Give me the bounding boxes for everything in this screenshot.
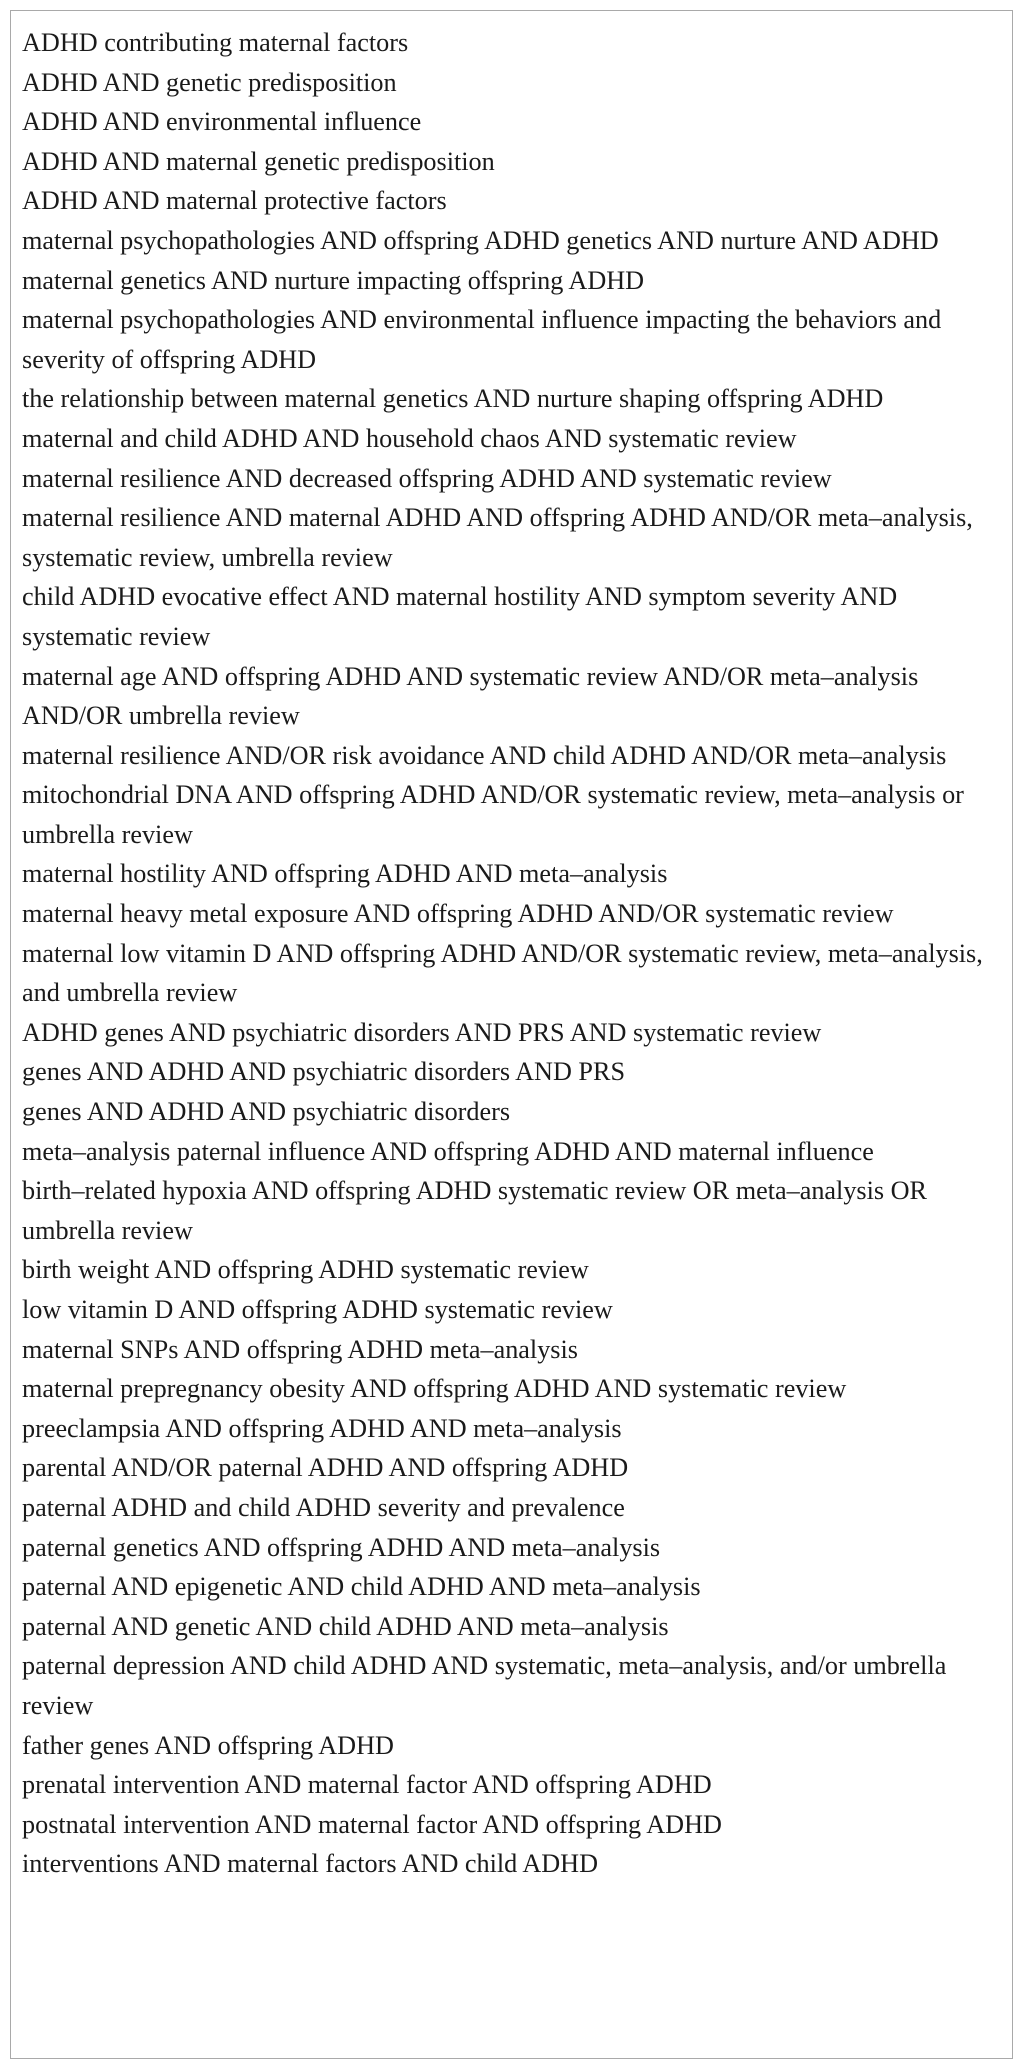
search-term: ADHD contributing maternal factors xyxy=(22,28,409,57)
search-term: maternal psychopathologies AND offspring ADHD genetics AND nurture AND ADHD xyxy=(22,225,939,255)
search-term: low vitamin D AND offspring ADHD systematic review xyxy=(22,1295,613,1324)
search-term: the relationship between maternal genetics AND nurture shaping offspring ADHD xyxy=(22,384,884,414)
search-term: interventions AND maternal factors AND child ADHD xyxy=(22,1849,599,1879)
search-term: maternal resilience AND/OR risk avoidance AND child ADHD AND/OR meta–analysis xyxy=(22,740,947,770)
search-term: paternal genetics AND offspring ADHD AND meta–analysis xyxy=(22,1532,661,1562)
search-term: maternal genetics AND nurture impacting offspring ADHD xyxy=(22,265,645,295)
search-term: meta–analysis paternal influence AND offspring ADHD AND maternal influence xyxy=(22,1136,874,1166)
search-term: maternal prepregnancy obesity AND offspring ADHD AND systematic review xyxy=(22,1374,847,1404)
search-term: paternal depression AND child ADHD AND systematic, meta–analysis, and/or umbrella review xyxy=(22,1651,947,1720)
search-term: child ADHD evocative effect AND maternal hostility AND symptom severity AND systematic review xyxy=(22,582,898,651)
search-terms-list xyxy=(22,23,992,1884)
search-term: prenatal intervention AND maternal factor AND offspring ADHD xyxy=(22,1770,712,1800)
search-term: maternal resilience AND maternal ADHD AND offspring ADHD AND/OR meta–analysis, systematic review, umbrella review xyxy=(22,503,973,572)
search-term: mitochondrial DNA AND offspring ADHD AND/OR systematic review, meta–analysis or umbrella review xyxy=(22,780,964,849)
search-term: ADHD genes AND psychiatric disorders AND PRS AND systematic review xyxy=(22,1017,822,1047)
search-term: birth–related hypoxia AND offspring ADHD systematic review OR meta–analysis OR umbrella review xyxy=(22,1176,928,1245)
search-term: maternal SNPs AND offspring ADHD meta–analysis xyxy=(22,1334,578,1364)
search-term: maternal resilience AND decreased offspring ADHD AND systematic review xyxy=(22,463,832,493)
search-term: genes AND ADHD AND psychiatric disorders xyxy=(22,1097,511,1127)
search-term: maternal and child ADHD AND household chaos AND systematic review xyxy=(22,423,797,453)
search-term: ADHD AND maternal protective factors xyxy=(22,186,447,216)
search-term: ADHD AND maternal genetic predisposition xyxy=(22,146,495,176)
search-term: birth weight AND offspring ADHD systematic review xyxy=(22,1255,589,1285)
search-term: genes AND ADHD AND psychiatric disorders AND PRS xyxy=(22,1057,626,1087)
search-term: maternal psychopathologies AND environmental influence impacting the behaviors and severity of offspring ADHD xyxy=(22,305,942,374)
search-term: maternal low vitamin D AND offspring ADHD AND/OR systematic review, meta–analysis, and umbrella review xyxy=(22,938,983,1008)
search-term: maternal age AND offspring ADHD AND systematic review AND/OR meta–analysis AND/OR umbrella review xyxy=(22,661,919,731)
search-term: paternal AND epigenetic AND child ADHD AND meta–analysis xyxy=(22,1572,701,1602)
search-term: paternal ADHD and child ADHD severity and prevalence xyxy=(22,1492,625,1522)
search-term: postnatal intervention AND maternal factor AND offspring ADHD xyxy=(22,1809,722,1839)
search-term: maternal hostility AND offspring ADHD AND meta–analysis xyxy=(22,859,668,889)
search-term: maternal heavy metal exposure AND offspring ADHD AND/OR systematic review xyxy=(22,899,894,929)
search-term: ADHD AND genetic predisposition xyxy=(22,67,397,97)
search-term: preeclampsia AND offspring ADHD AND meta–analysis xyxy=(22,1413,622,1443)
search-term: father genes AND offspring ADHD xyxy=(22,1730,394,1760)
search-term: paternal AND genetic AND child ADHD AND meta–analysis xyxy=(22,1611,669,1641)
search-term: ADHD AND environmental influence xyxy=(22,107,422,137)
search-term: parental AND/OR paternal ADHD AND offspring ADHD xyxy=(22,1453,629,1483)
